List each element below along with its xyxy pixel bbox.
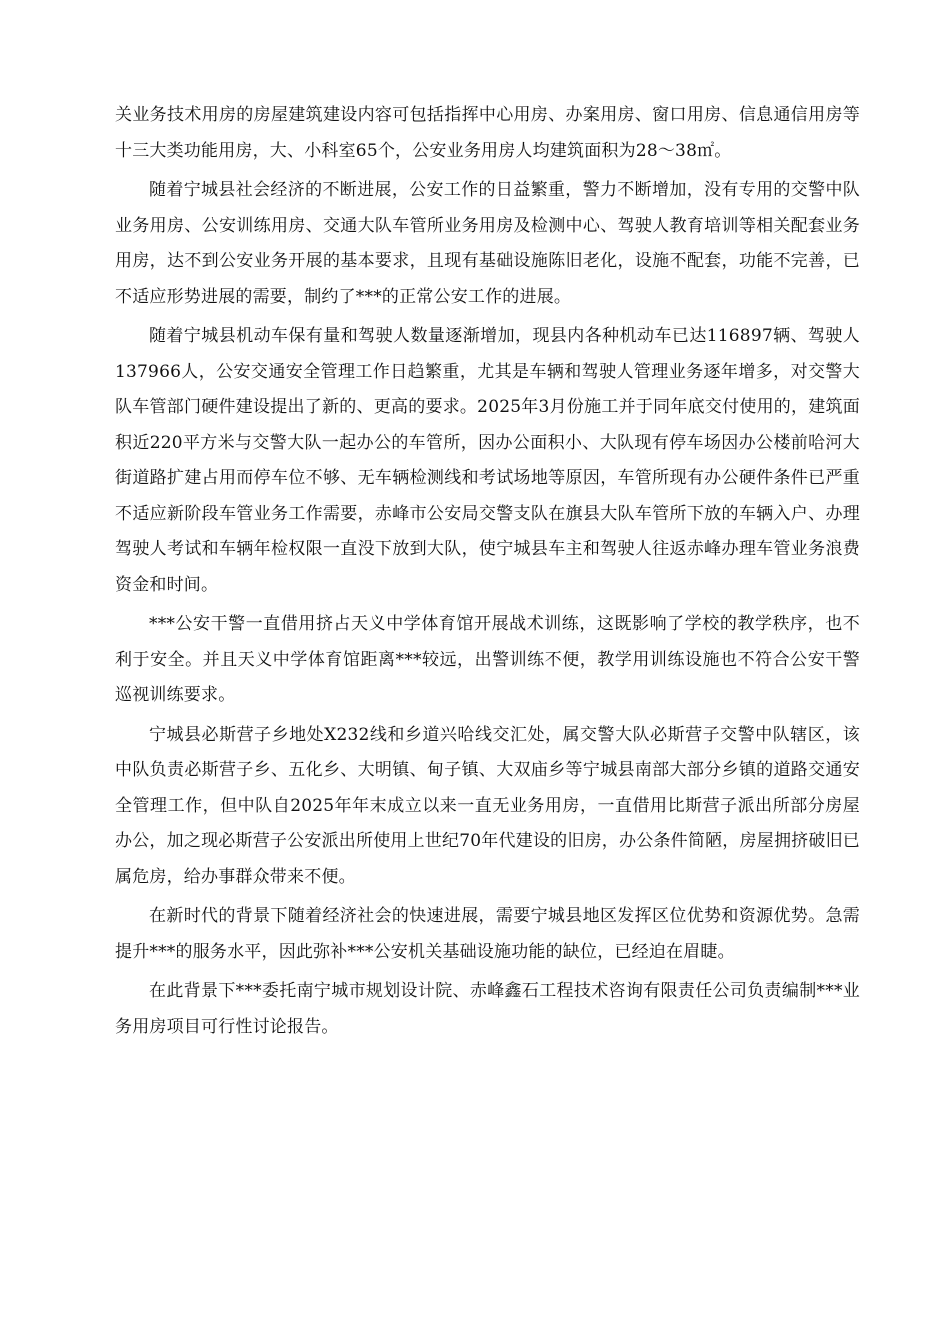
paragraph-vehicle-management: 随着宁城县机动车保有量和驾驶人数量逐渐增加，现县内各种机动车已达116897辆、驾驶人137966人，公安交通安全管理工作日趋繁重，尤其是车辆和驾驶人管理业务逐年增多，对交警大队车管部门硬件建设提出了新的、更高的要求。2025年3月份施工并于同年底交付使用的，建筑面积近220平方米与交警大队一起办公的车管所，因办公面积小、大队现有停车场因办公楼前哈河大街道路扩建占用而停车位不够、无车辆检测线和考试场地等原因，车管所现有办公硬件条件已严重不适应新阶段车管业务工作需要，赤峰市公安局交警支队在旗县大队车管所下放的车辆入户、办理驾驶人考试和车辆年检权限一直没下放到大队，使宁城县车主和驾驶人往返赤峰办理车管业务浪费资金和时间。 xyxy=(115,326,860,595)
paragraph-commission: 在此背景下***委托南宁城市规划设计院、赤峰鑫石工程技术咨询有限责任公司负责编制***业务用房项目可行性讨论报告。 xyxy=(115,981,860,1037)
paragraph-traffic-squad: 宁城县必斯营子乡地处X232线和乡道兴哈线交汇处，属交警大队必斯营子交警中队辖区，该中队负责必斯营子乡、五化乡、大明镇、甸子镇、大双庙乡等宁城县南部大部分乡镇的道路交通安全管理工作，但中队自2025年年末成立以来一直无业务用房，一直借用比斯营子派出所部分房屋办公，加之现必斯营子公安派出所使用上世纪70年代建设的旧房，办公条件简陋，房屋拥挤破旧已属危房，给办事群众带来不便。 xyxy=(115,724,860,887)
paragraph-training-venue: ***公安干警一直借用挤占天义中学体育馆开展战术训练，这既影响了学校的教学秩序，也不利于安全。并且天义中学体育馆距离***较远，出警训练不便，教学用训练设施也不符合公安干警巡视训练要求。 xyxy=(115,614,860,705)
paragraph-continuation: 关业务技术用房的房屋建筑建设内容可包括指挥中心用房、办案用房、窗口用房、信息通信用房等十三大类功能用房，大、小科室65个，公安业务用房人均建筑面积为28～38㎡。 xyxy=(115,105,860,161)
paragraph-new-era: 在新时代的背景下随着经济社会的快速进展，需要宁城县地区发挥区位优势和资源优势。急需提升***的服务水平，因此弥补***公安机关基础设施功能的缺位，已经迫在眉睫。 xyxy=(115,906,860,962)
paragraph-social-development: 随着宁城县社会经济的不断进展，公安工作的日益繁重，警力不断增加，没有专用的交警中队业务用房、公安训练用房、交通大队车管所业务用房及检测中心、驾驶人教育培训等相关配套业务用房，达不到公安业务开展的基本要求，且现有基础设施陈旧老化，设施不配套，功能不完善，已不适应形势进展的需要，制约了***的正常公安工作的进展。 xyxy=(115,180,860,307)
document-body xyxy=(115,98,860,1049)
